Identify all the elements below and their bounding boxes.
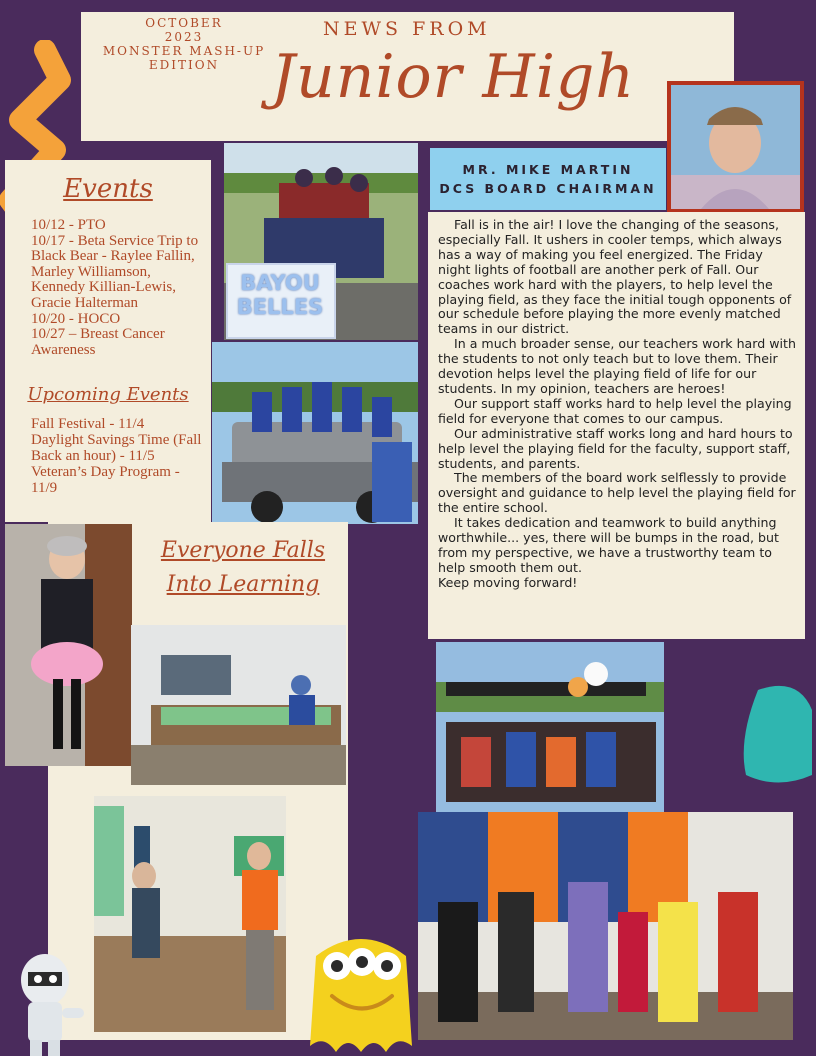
- list-item: 10/17 - Beta Service Trip to Black Bear - Raylee Fallin, Marley Williamson, Kennedy Killian-Lewis, Gracie Halterman: [31, 232, 199, 311]
- chairman-portrait: [667, 81, 804, 213]
- list-item: 10/12 - PTO: [31, 217, 106, 233]
- chairman-role: DCS BOARD CHAIRMAN: [439, 181, 657, 196]
- list-item: 10/27 – Breast Cancer Awareness: [31, 326, 165, 358]
- letter-paragraph: The members of the board work selflessly to provide oversight and guidance to help level the playing field for the entire school.: [438, 470, 796, 516]
- events-list: [31, 218, 207, 358]
- chairman-banner: [430, 148, 666, 210]
- cheerleaders-truck-photo: [212, 342, 418, 524]
- upcoming-events-heading: Upcoming Events: [27, 384, 189, 405]
- list-item: 10/20 - HOCO: [31, 310, 121, 327]
- edition-label: OCTOBER 2023 MONSTER MASH-UP EDITION: [102, 16, 266, 72]
- letter-closing: Keep moving forward!: [438, 574, 578, 590]
- letter-paragraph: Fall is in the air! I love the changing of the seasons, especially Fall. It ushers in cooler temps, which always has a way of making you feel energized. The Friday night lights of football are another perk of Fall. Our coaches work hard with the players, to help level the playing field, as they face the initial tough opponents of our schedule before playing the more evenly matched teams in our district.: [438, 217, 792, 337]
- cheerleaders-jeep-photo: [436, 642, 664, 813]
- upcoming-events-list: [31, 416, 207, 496]
- page-title: Junior High: [271, 42, 635, 112]
- mummy-icon: [0, 950, 86, 1056]
- learning-heading: Everyone Falls Into Learning: [160, 538, 326, 597]
- yellow-monster-icon: [302, 926, 420, 1056]
- chairman-letter: [428, 212, 805, 639]
- list-item: Fall Festival - 11/4: [31, 416, 145, 432]
- teal-blob-decoration: [738, 680, 816, 790]
- newsletter-header: [81, 12, 734, 141]
- parade-truck-photo: [224, 143, 418, 340]
- letter-paragraph: It takes dedication and teamwork to build anything worthwhile... yes, there will be bumps in the road, but from my perspective, we have a trustworthy team to help smooth them out.: [438, 515, 779, 575]
- chairman-name: MR. MIKE MARTIN: [462, 162, 634, 177]
- events-heading: Events: [63, 174, 153, 204]
- letter-paragraph: Our administrative staff works long and hard hours to help level the playing field for the faculty, support staff, students, and parents.: [438, 425, 793, 471]
- list-item: Daylight Savings Time (Fall Back an hour) - 11/5: [31, 432, 202, 464]
- teacher-costume-photo: [5, 524, 132, 766]
- letter-paragraph: In a much broader sense, our teachers work hard with the students to not only teach but to love them. Their devotion helps level the playing field of life for our students. In my opinion, teachers are heroes!: [438, 336, 796, 396]
- teachers-whiteboard-photo: [94, 796, 286, 1032]
- halloween-group-photo: [418, 812, 793, 1040]
- letter-paragraph: Our support staff works hard to help level the playing field for everyone that comes to our campus.: [438, 395, 792, 426]
- events-panel: [5, 160, 211, 522]
- bayou-belles-sign: BAYOU BELLES: [236, 271, 324, 319]
- list-item: Veteran’s Day Program - 11/9: [31, 464, 180, 496]
- news-from-label: NEWS FROM: [323, 18, 491, 40]
- classroom-photo: [131, 625, 346, 785]
